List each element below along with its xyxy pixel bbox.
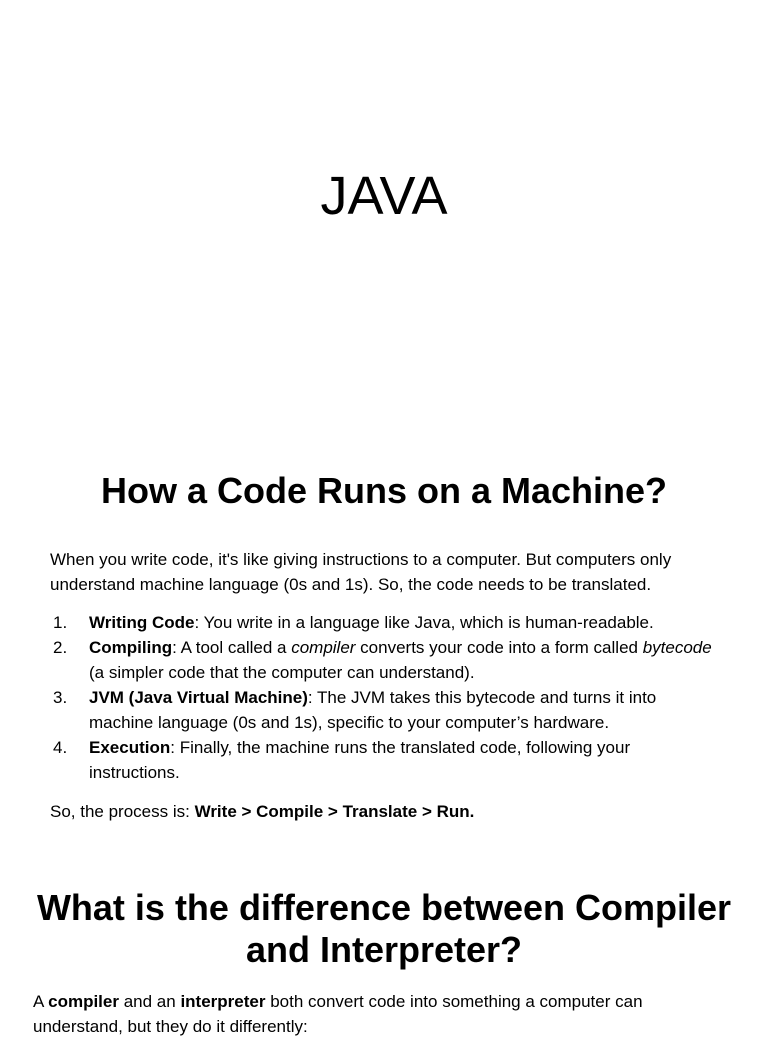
list-number: 1. [53, 613, 68, 632]
list-item [50, 735, 720, 785]
step-emphasis: compiler [291, 638, 356, 657]
list-number: 3. [53, 688, 68, 707]
list-item [50, 685, 720, 735]
step-emphasis: bytecode [642, 638, 712, 657]
paragraph-text: both convert code into something a computer can understand, but they do it differently: [33, 992, 643, 1036]
process-steps: Write > Compile > Translate > Run. [194, 802, 475, 821]
document-title: JAVA [320, 166, 448, 226]
step-term: Writing Code [89, 613, 195, 632]
compiler-paragraph [33, 989, 733, 1039]
list-item [50, 610, 720, 635]
steps-list [50, 610, 720, 785]
process-prefix: So, the process is: [50, 802, 195, 821]
paragraph-text: A [33, 992, 49, 1011]
list-number: 4. [53, 738, 68, 757]
list-item [50, 635, 720, 685]
intro-paragraph: When you write code, it's like giving instructions to a computer. But computers only understand machine language (0s and 1s). So, the code needs to be translated. [50, 550, 672, 594]
step-term: Execution [89, 738, 171, 757]
step-text: : Finally, the machine runs the translated code, following your instructions. [89, 738, 631, 782]
step-text: : You write in a language like Java, which is human-readable. [194, 613, 654, 632]
step-text: converts your code into a form called [355, 638, 643, 657]
term-compiler: compiler [48, 992, 119, 1011]
step-term: Compiling [89, 638, 173, 657]
term-interpreter: interpreter [180, 992, 266, 1011]
list-number: 2. [53, 638, 68, 657]
process-summary [50, 799, 730, 824]
paragraph-text: and an [118, 992, 181, 1011]
section-heading-how-code-runs: How a Code Runs on a Machine? [100, 470, 668, 511]
step-text: (a simpler code that the computer can understand). [89, 663, 475, 682]
section-heading-compiler-vs-interpreter: What is the difference between Compiler and Interpreter? [36, 887, 732, 970]
step-text: : A tool called a [172, 638, 292, 657]
step-term: JVM (Java Virtual Machine) [89, 688, 308, 707]
step-text: : The JVM takes this bytecode and turns it into machine language (0s and 1s), specific to your computer’s hardware. [89, 688, 657, 732]
